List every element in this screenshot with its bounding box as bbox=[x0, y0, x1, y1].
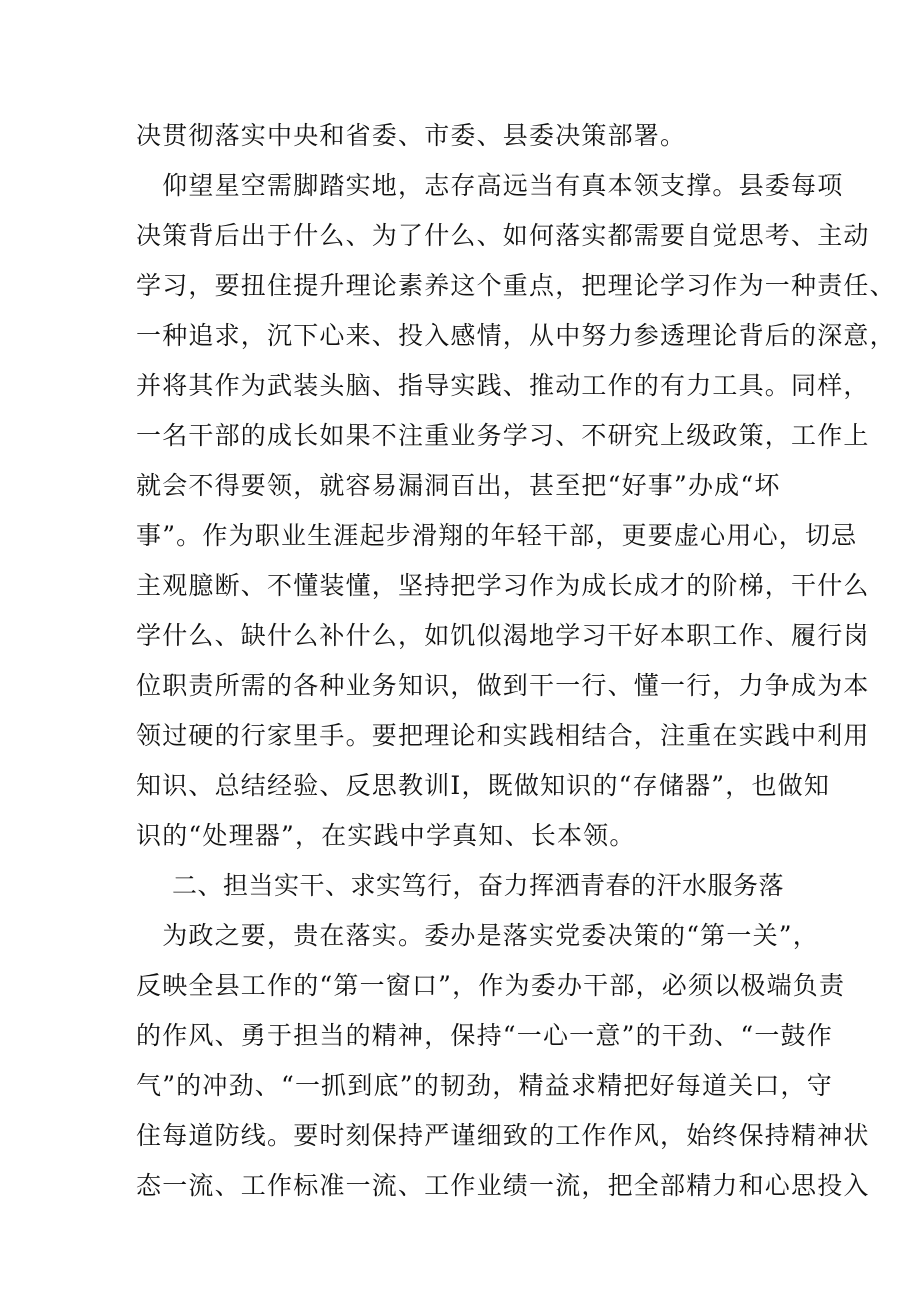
paragraph-line: 学习，要扭住提升理论素养这个重点，把理论学习作为一种责任、 bbox=[136, 271, 896, 300]
paragraph-line: 知识、总结经验、反思教训I，既做知识的“存储器”，也做知 bbox=[136, 771, 831, 800]
section-heading: 二、担当实干、求实笃行，奋力挥洒青春的汗水服务落 bbox=[172, 871, 785, 900]
paragraph-line: 就会不得要领，就容易漏洞百出，甚至把“好事”办成“坏 bbox=[136, 471, 781, 500]
paragraph-line: 决策背后出于什么、为了什么、如何落实都需要自觉思考、主动 bbox=[136, 221, 870, 250]
paragraph-line: 领过硬的行家里手。要把理论和实践相结合，注重在实践中利用 bbox=[136, 721, 870, 750]
paragraph-line: 主观臆断、不懂装懂，坚持把学习作为成长成才的阶梯，干什么 bbox=[136, 571, 870, 600]
paragraph-line: 位职责所需的各种业务知识，做到干一行、懂一行，力争成为本 bbox=[136, 671, 870, 700]
paragraph-line: 事”。作为职业生涯起步滑翔的年轻干部，更要虚心用心，切忌 bbox=[136, 521, 858, 550]
paragraph-line: 气”的冲劲、“一抓到底”的韧劲，精益求精把好每道关口，守 bbox=[136, 1071, 833, 1100]
paragraph-line: 住每道防线。要时刻保持严谨细致的工作作风，始终保持精神状 bbox=[136, 1121, 870, 1150]
paragraph-line: 的作风、勇于担当的精神，保持“一心一意”的干劲、“一鼓作 bbox=[136, 1021, 833, 1050]
paragraph-line: 决贯彻落实中央和省委、市委、县委决策部署。 bbox=[136, 121, 687, 150]
paragraph-line: 反映全县工作的“第一窗口”，作为委办干部，必须以极端负责 bbox=[136, 971, 846, 1000]
paragraph-line: 并将其作为武装头脑、指导实践、推动工作的有力工具。同样， bbox=[136, 371, 870, 400]
paragraph-line: 一种追求，沉下心来、投入感情，从中努力参透理论背后的深意， bbox=[136, 321, 896, 350]
paragraph-line: 仰望星空需脚踏实地，志存高远当有真本领支撑。县委每项 bbox=[136, 171, 844, 200]
paragraph-line: 为政之要，贵在落实。委办是落实党委决策的“第一关”， bbox=[136, 921, 819, 950]
paragraph-line: 一名干部的成长如果不注重业务学习、不研究上级政策，工作上 bbox=[136, 421, 870, 450]
paragraph-line: 识的“处理器”，在实践中学真知、长本领。 bbox=[136, 821, 636, 850]
paragraph-line: 学什么、缺什么补什么，如饥似渴地学习干好本职工作、履行岗 bbox=[136, 621, 870, 650]
paragraph-line: 态一流、工作标准一流、工作业绩一流，把全部精力和心思投入 bbox=[136, 1171, 870, 1200]
